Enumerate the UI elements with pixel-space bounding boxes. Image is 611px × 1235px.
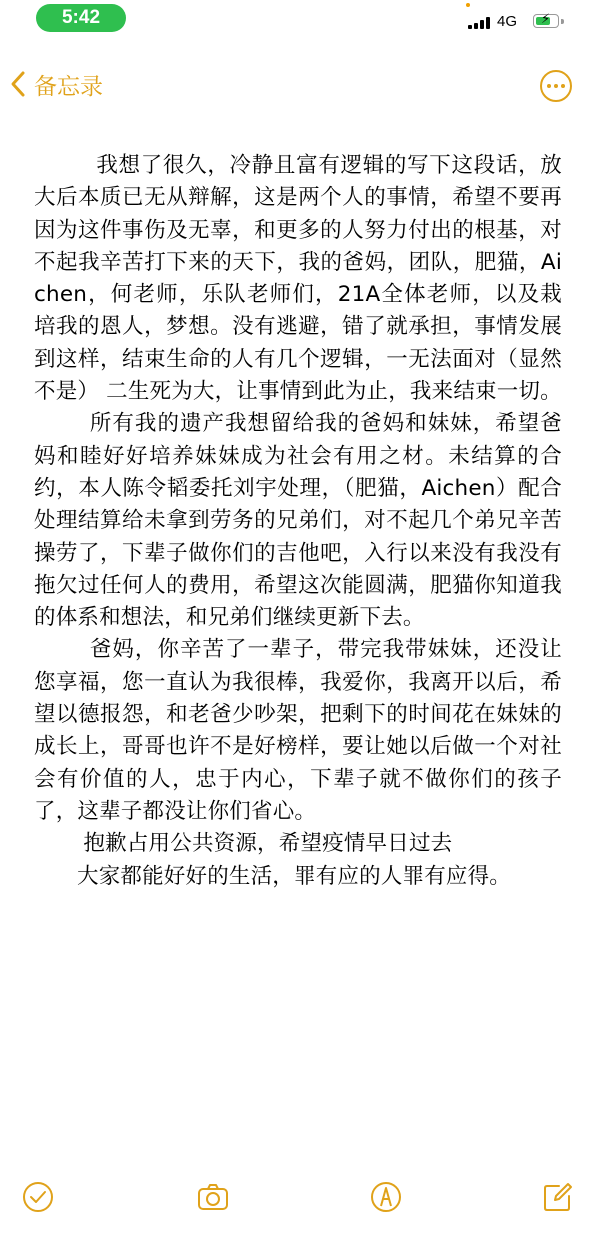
note-paragraph: 所有我的遗产我想留给我的爸妈和妹妹，希望爸妈和睦好好培养妹妹成为社会有用之材。未结算的合约，本人陈令韬委托刘宇处理，（肥猫，Aichen）配合处理结算给未拿到劳务的兄弟们，对不起几个弟兄辛苦操劳了，下辈子做你们的吉他吧，入行以来没有我没有拖欠过任何人的费用，希望这次能圆满，肥猫你知道我的体系和想法，和兄弟们继续更新下去。: [34, 411, 562, 631]
privacy-indicator-dot: [466, 3, 470, 7]
battery-icon: ⚡: [533, 14, 559, 28]
network-type: 4G: [497, 13, 518, 30]
note-body[interactable]: [34, 150, 562, 893]
note-paragraph: 抱歉占用公共资源，希望疫情早日过去: [83, 831, 453, 857]
camera-button[interactable]: [193, 1177, 233, 1217]
note-paragraph: 大家都能好好的生活，罪有应的人罪有应得。: [77, 863, 512, 889]
status-time: 5:42: [36, 4, 126, 32]
camera-icon: [196, 1180, 230, 1214]
cellular-signal-icon: [468, 17, 490, 29]
checkmark-circle-icon: [21, 1180, 55, 1214]
markup-button[interactable]: [366, 1177, 406, 1217]
chevron-left-icon: [8, 69, 28, 99]
checklist-button[interactable]: [18, 1177, 58, 1217]
back-button[interactable]: [8, 64, 103, 104]
compose-button[interactable]: [538, 1177, 578, 1217]
ellipsis-circle-icon: [547, 84, 551, 88]
battery-cap: [561, 19, 564, 24]
pen-circle-icon: [369, 1180, 403, 1214]
compose-icon: [541, 1180, 575, 1214]
note-paragraph: 我想了很久，冷静且富有逻辑的写下这段话，放大后本质已无从辩解，这是两个人的事情，希望不要再因为这件事伤及无辜，和更多的人努力付出的根基，对不起我辛苦打下来的天下，我的爸妈，团队，肥猫，Aichen，何老师，乐队老师们，21A全体老师，以及栽培我的恩人，梦想。没有逃避，错了就承担，事情发展到这样，结束生命的人有几个逻辑，一无法面对（显然不是） 二生死为大，让事情到此为止，我来结束一切。: [34, 153, 562, 405]
status-bar: [0, 0, 611, 40]
more-options-button[interactable]: [540, 70, 572, 102]
note-paragraph: 爸妈，你辛苦了一辈子，带完我带妹妹，还没让您享福，您一直认为我很棒，我爱你，我离开以后，希望以德报怨，和老爸少吵架，把剩下的时间花在妹妹的成长上，哥哥也许不是好榜样，要让她以后做一个对社会有价值的人，忠于内心，下辈子就不做你们的孩子了，这辈子都没让你们省心。: [34, 637, 562, 824]
back-label: 备忘录: [34, 73, 103, 100]
